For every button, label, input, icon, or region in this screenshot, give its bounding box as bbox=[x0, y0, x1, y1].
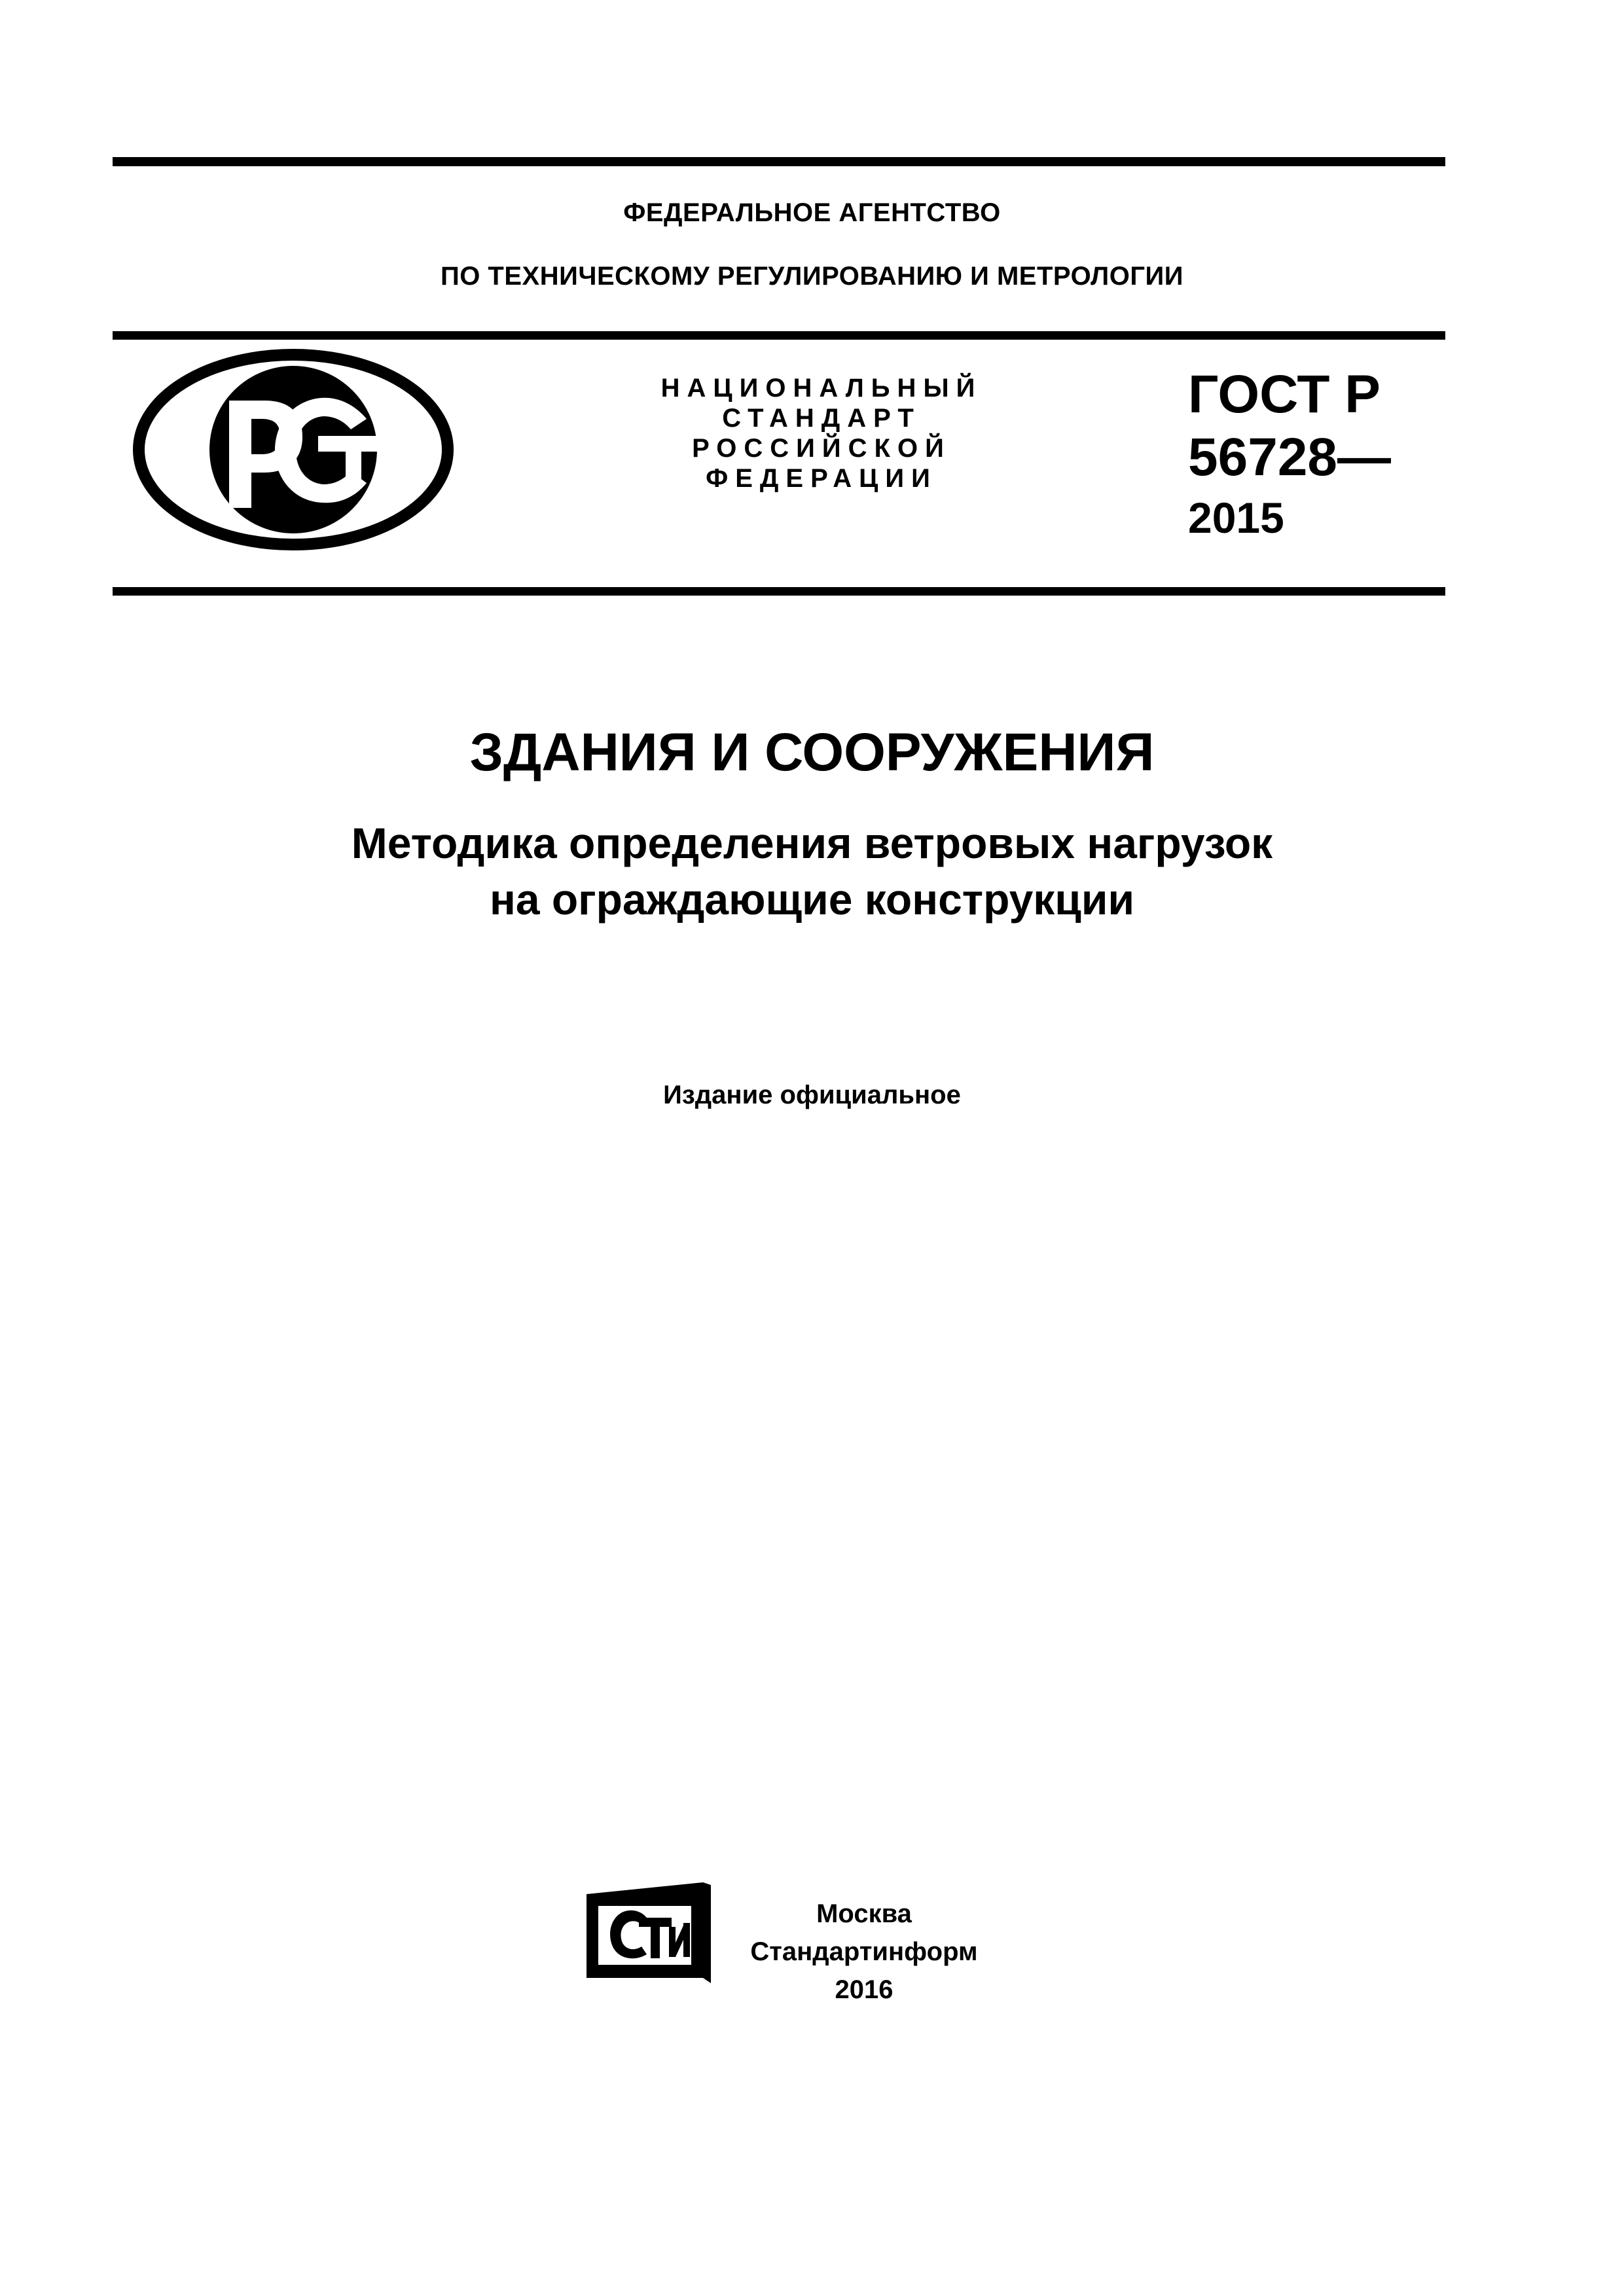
edition-note: Издание официальное bbox=[663, 1081, 961, 1109]
sti-logo bbox=[583, 1880, 713, 1988]
standard-type-line1: НАЦИОНАЛЬНЫЙ bbox=[660, 374, 983, 403]
designation-year: 2015 bbox=[1188, 493, 1284, 542]
designation-line1: ГОСТ Р bbox=[1188, 365, 1380, 424]
subtitle-line1: Методика определения ветровых нагрузок bbox=[351, 819, 1273, 867]
publisher-city: Москва bbox=[816, 1899, 912, 1928]
header-rule bbox=[113, 331, 1445, 340]
standard-designation bbox=[1188, 363, 1391, 544]
standard-type-line2: СТАНДАРТ bbox=[722, 404, 921, 433]
agency-name-line1: ФЕДЕРАЛЬНОЕ АГЕНТСТВО bbox=[623, 198, 1001, 227]
standard-type-line4: ФЕДЕРАЦИИ bbox=[706, 464, 937, 493]
document-subtitle bbox=[0, 815, 1624, 927]
designation-line2: 56728— bbox=[1188, 427, 1392, 487]
top-rule bbox=[113, 157, 1445, 166]
rst-logo bbox=[131, 346, 456, 554]
subtitle-line2: на ограждающие конструкции bbox=[489, 875, 1135, 924]
standard-type-line3: РОССИЙСКОЙ bbox=[692, 434, 951, 463]
publisher-info bbox=[733, 1895, 995, 2009]
designation-rule bbox=[113, 587, 1445, 596]
agency-name-line2: ПО ТЕХНИЧЕСКОМУ РЕГУЛИРОВАНИЮ И МЕТРОЛОГИИ bbox=[440, 262, 1184, 291]
publication-year: 2016 bbox=[835, 1975, 893, 2004]
document-title: ЗДАНИЯ И СООРУЖЕНИЯ bbox=[469, 723, 1155, 782]
publisher-name: Стандартинформ bbox=[750, 1937, 978, 1966]
standard-type bbox=[622, 373, 1021, 493]
